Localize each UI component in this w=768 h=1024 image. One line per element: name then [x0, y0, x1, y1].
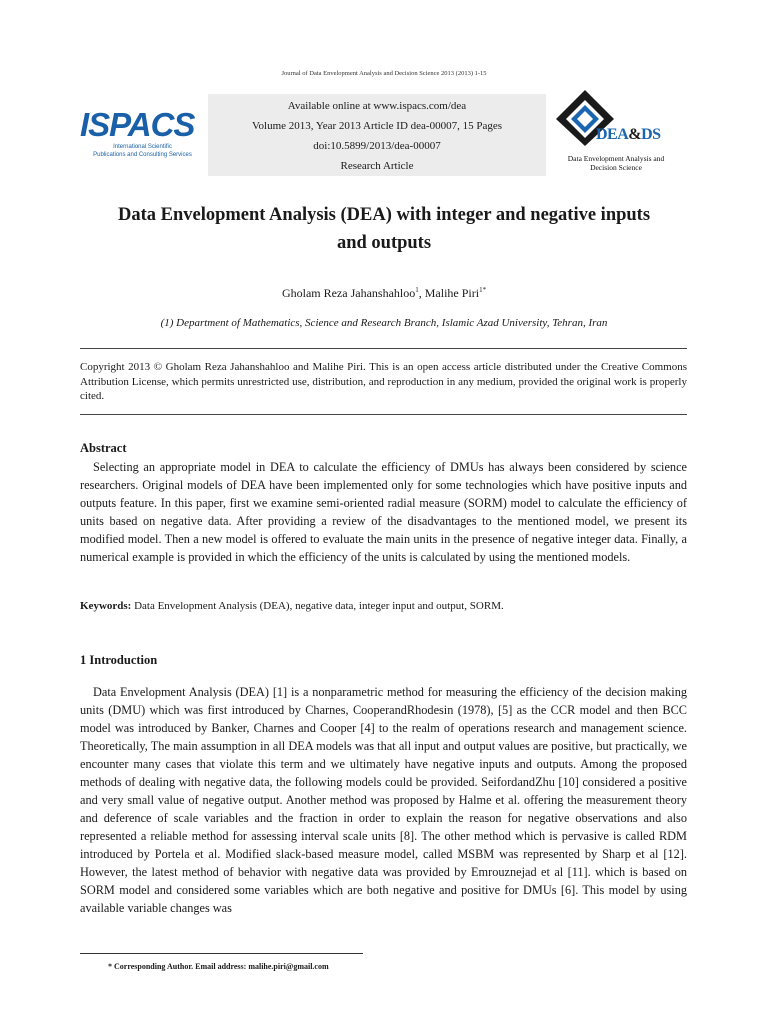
deads-logo [552, 88, 702, 178]
deads-logo-subtitle: Data Envelopment Analysis and Decision Science [567, 154, 665, 172]
section-heading-introduction: 1 Introduction [80, 653, 158, 667]
paper-title: Data Envelopment Analysis (DEA) with integer and negative inputs and outputs [117, 205, 651, 253]
footnote-corresponding-author: * Corresponding Author. Email address: malihe.piri@gmail.com [108, 962, 329, 971]
deads-logo-text: DEA&DS [596, 126, 661, 143]
abstract-heading: Abstract [80, 441, 127, 455]
footnote-divider [80, 953, 363, 954]
volume-line: Volume 2013, Year 2013 Article ID dea-00007, 15 Pages [251, 120, 502, 132]
journal-header-line: Journal of Data Envelopment Analysis and Decision Science 2013 (2013) 1-15 [281, 70, 487, 77]
introduction-text: Data Envelopment Analysis (DEA) [1] is a nonparametric method for measuring the efficiency of the decision making units (DMU) which was first introduced by Charnes, CooperandRhodesin (1978), [5] as the CCR model and then BCC model was introduced by Banker, Charnes and Cooper [4] to the realm of operations research and management science. Theoretically, The main assumption in all DEA models was that all input and output values are positive, but practically, we encounter many cases that violate this term and we ultimately have negative inputs and outputs. Among the proposed methods of dealing with negative data, the following models could be provided. SeifordandZhu [10] considered a positive and very small value of negative output. Another method was proposed by Halme et al. offering the measurement theory and deference of scale variables and the fraction in order to explain the reason for negative observations and also represented a reliable method for assessing interval scale units [8]. The other method which is pervasive is called RDM introduced by Portela et al. Modified slack-based measure model, called MSBM was represented by Sharp et al [12]. However, the latest method of behavior with negative data was provided by Emrouznejad et al [11]. which is based on SORM model and considered some variables which are both negative and positive for DMUs [6]. This model by using available variable changes was [80, 685, 687, 915]
ispacs-logo-subtitle: International Scientific Publications and Consulting Services [93, 144, 192, 158]
ispacs-logo-text: ISPACS [80, 106, 195, 143]
abstract-text: Selecting an appropriate model in DEA to calculate the efficiency of DMUs has always been considered by science researchers. Original models of DEA have been implemented only for some technologies which have positive inputs and outputs feature. In this paper, first we examine semi-oriented radial measure (SORM) model to calculate the efficiency of units based on negative data. After providing a review of the disadvantages to the mentioned model, we present its modified model. Then a new model is offered to evaluate the main units in the presence of negative integer data. Finally, a numerical example is provided in which the efficiency of the units is calculated by using the mentioned models. [80, 460, 687, 564]
article-info-box [208, 94, 546, 176]
doi-line: doi:10.5899/2013/dea-00007 [313, 140, 441, 152]
affiliation: (1) Department of Mathematics, Science and Research Branch, Islamic Azad University, Tehran, Iran [160, 317, 608, 329]
availability-line: Available online at www.ispacs.com/dea [287, 100, 467, 112]
bottom-divider [80, 414, 687, 415]
copyright-notice: Copyright 2013 © Gholam Reza Jahanshahloo and Malihe Piri. This is an open access article distributed under the Creative Commons Attribution License, which permits unrestricted use, distribution, and reproduction in any medium, provided the original work is properly cited. [80, 361, 687, 402]
author-list: Gholam Reza Jahanshahloo$^1$, Malihe Piri$^{1*}$ [281, 286, 487, 300]
article-type: Research Article [340, 160, 414, 172]
ispacs-logo [80, 108, 205, 168]
top-divider [80, 348, 687, 349]
keywords: Keywords: Data Envelopment Analysis (DEA), negative data, integer input and output, SORM. [80, 600, 504, 612]
